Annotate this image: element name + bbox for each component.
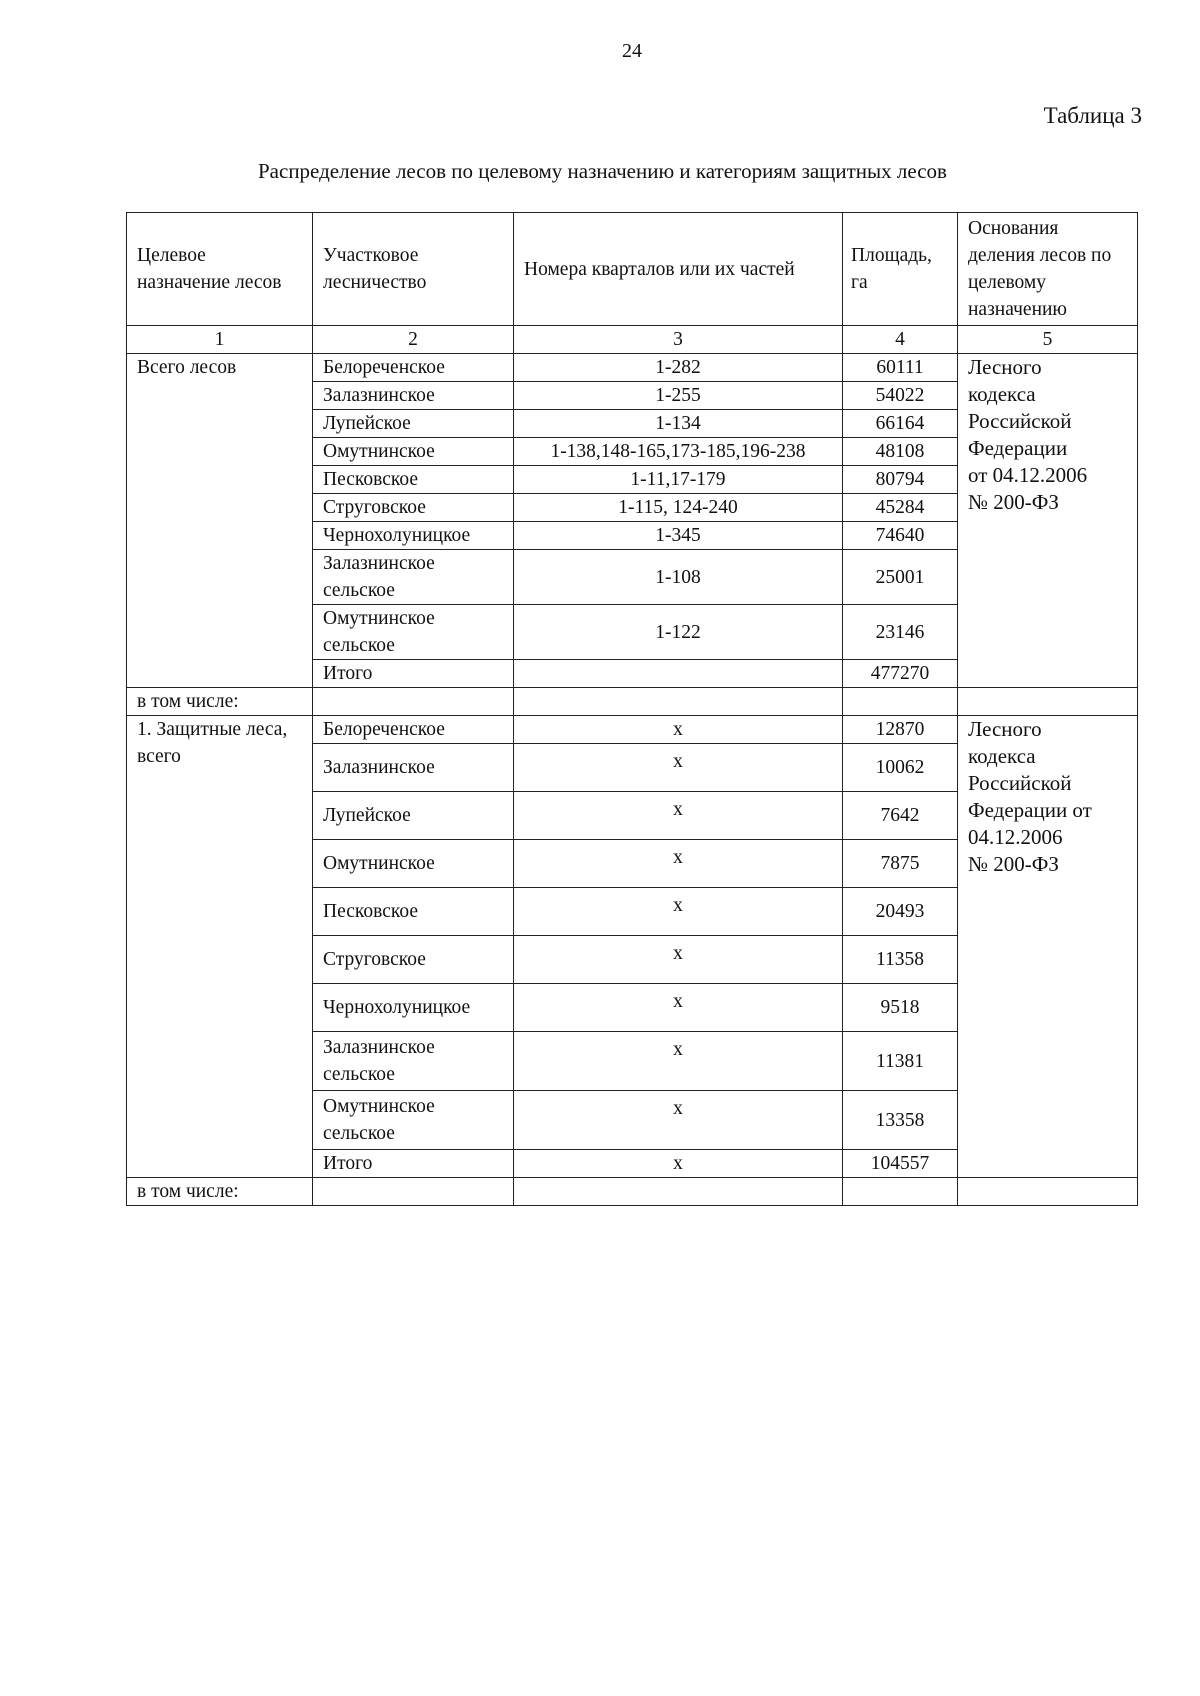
- forestry-cell: Чернохолуницкое: [313, 522, 514, 550]
- forestry-cell: Струговское: [313, 494, 514, 522]
- including-label: в том числе:: [127, 688, 313, 716]
- quarters-cell: х: [514, 1032, 843, 1091]
- basis-cell: [958, 354, 1138, 688]
- quarters-cell: х: [514, 744, 843, 792]
- column-number: 2: [313, 326, 514, 354]
- quarters-cell: 1-115, 124-240: [514, 494, 843, 522]
- forestry-cell: Песковское: [313, 888, 514, 936]
- including-row: [127, 688, 1138, 716]
- area-cell: 60111: [843, 354, 958, 382]
- forestry-cell: Залазнинское сельское: [313, 1032, 514, 1091]
- forestry-cell: Струговское: [313, 936, 514, 984]
- column-number: 5: [958, 326, 1138, 354]
- forestry-cell: Итого: [313, 1150, 514, 1178]
- empty-cell: [843, 1178, 958, 1206]
- area-cell: 13358: [843, 1091, 958, 1150]
- empty-cell: [843, 688, 958, 716]
- area-cell: 104557: [843, 1150, 958, 1178]
- quarters-cell: х: [514, 888, 843, 936]
- basis-cell: [958, 716, 1138, 1178]
- forestry-cell: Белореченское: [313, 354, 514, 382]
- forestry-cell: Залазнинское: [313, 744, 514, 792]
- basis-line: № 200-ФЗ: [968, 852, 1059, 876]
- table-row: [127, 716, 1138, 744]
- quarters-cell: х: [514, 1091, 843, 1150]
- forestry-cell: Песковское: [313, 466, 514, 494]
- area-cell: 11358: [843, 936, 958, 984]
- header-forestry: Участковое лесничество: [313, 213, 514, 326]
- quarters-cell: [514, 660, 843, 688]
- forestry-cell: Итого: [313, 660, 514, 688]
- header-basis: Основания деления лесов по целевому назначению: [958, 213, 1138, 326]
- column-number: 4: [843, 326, 958, 354]
- forestry-cell: Омутнинское: [313, 840, 514, 888]
- header-quarters: Номера кварталов или их частей: [514, 213, 843, 326]
- area-cell: 25001: [843, 550, 958, 605]
- purpose-cell: Всего лесов: [127, 354, 313, 688]
- header-purpose: Целевое назначение лесов: [127, 213, 313, 326]
- area-cell: 80794: [843, 466, 958, 494]
- basis-line: Лесного: [968, 717, 1042, 741]
- quarters-cell: 1-255: [514, 382, 843, 410]
- area-cell: 23146: [843, 605, 958, 660]
- quarters-cell: х: [514, 840, 843, 888]
- basis-line: Лесного: [968, 355, 1042, 379]
- column-number: 1: [127, 326, 313, 354]
- quarters-cell: 1-134: [514, 410, 843, 438]
- table-header-row: [127, 213, 1138, 326]
- quarters-cell: х: [514, 716, 843, 744]
- purpose-cell: 1. Защитные леса, всего: [127, 716, 313, 1178]
- empty-cell: [958, 1178, 1138, 1206]
- basis-line: Российской: [968, 409, 1072, 433]
- quarters-cell: 1-11,17-179: [514, 466, 843, 494]
- area-cell: 20493: [843, 888, 958, 936]
- basis-line: Российской: [968, 771, 1072, 795]
- area-cell: 54022: [843, 382, 958, 410]
- basis-line: № 200-ФЗ: [968, 490, 1059, 514]
- column-number: 3: [514, 326, 843, 354]
- forestry-cell: Омутнинское сельское: [313, 605, 514, 660]
- area-cell: 66164: [843, 410, 958, 438]
- area-cell: 477270: [843, 660, 958, 688]
- including-label: в том числе:: [127, 1178, 313, 1206]
- document-title: Распределение лесов по целевому назначению и категориям защитных лесов: [258, 159, 947, 183]
- quarters-cell: х: [514, 792, 843, 840]
- empty-cell: [313, 688, 514, 716]
- forestry-cell: Чернохолуницкое: [313, 984, 514, 1032]
- basis-line: Федерации: [968, 436, 1068, 460]
- forestry-cell: Омутнинское: [313, 438, 514, 466]
- forestry-cell: Лупейское: [313, 792, 514, 840]
- area-cell: 7875: [843, 840, 958, 888]
- including-row: [127, 1178, 1138, 1206]
- forestry-cell: Залазнинское: [313, 382, 514, 410]
- forestry-cell: Омутнинское сельское: [313, 1091, 514, 1150]
- quarters-cell: 1-122: [514, 605, 843, 660]
- basis-line: 04.12.2006: [968, 825, 1063, 849]
- empty-cell: [313, 1178, 514, 1206]
- basis-line: от 04.12.2006: [968, 463, 1088, 487]
- area-cell: 45284: [843, 494, 958, 522]
- forest-distribution-table: [126, 212, 1138, 1206]
- area-cell: 9518: [843, 984, 958, 1032]
- forestry-cell: Лупейское: [313, 410, 514, 438]
- area-cell: 7642: [843, 792, 958, 840]
- quarters-cell: х: [514, 936, 843, 984]
- area-cell: 48108: [843, 438, 958, 466]
- area-cell: 11381: [843, 1032, 958, 1091]
- empty-cell: [958, 688, 1138, 716]
- quarters-cell: х: [514, 984, 843, 1032]
- empty-cell: [514, 688, 843, 716]
- header-area: Площадь, га: [843, 213, 958, 326]
- area-cell: 74640: [843, 522, 958, 550]
- quarters-cell: 1-282: [514, 354, 843, 382]
- forestry-cell: Белореченское: [313, 716, 514, 744]
- basis-line: кодекса: [968, 382, 1036, 406]
- table-row: [127, 354, 1138, 382]
- empty-cell: [514, 1178, 843, 1206]
- page-number: 24: [622, 40, 642, 62]
- quarters-cell: 1-108: [514, 550, 843, 605]
- column-number-row: [127, 326, 1138, 354]
- forestry-cell: Залазнинское сельское: [313, 550, 514, 605]
- basis-line: Федерации от: [968, 798, 1092, 822]
- quarters-cell: 1-345: [514, 522, 843, 550]
- basis-line: кодекса: [968, 744, 1036, 768]
- quarters-cell: х: [514, 1150, 843, 1178]
- table-label: Таблица 3: [1043, 103, 1142, 128]
- area-cell: 10062: [843, 744, 958, 792]
- quarters-cell: 1-138,148-165,173-185,196-238: [514, 438, 843, 466]
- area-cell: 12870: [843, 716, 958, 744]
